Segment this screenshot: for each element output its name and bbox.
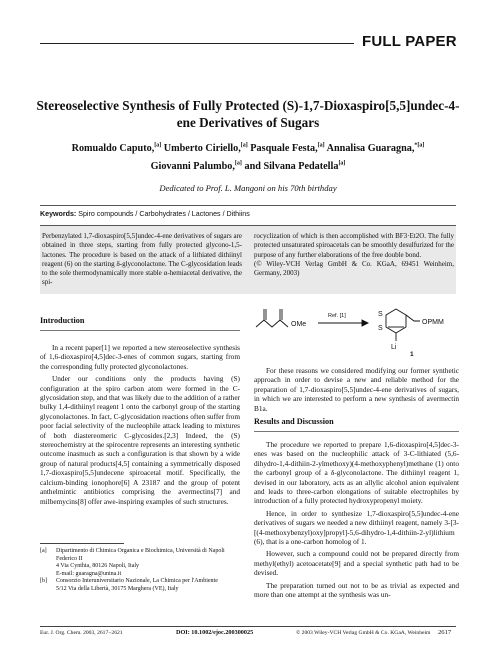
footnote <box>40 548 240 578</box>
section-label: FULL PAPER <box>362 33 457 50</box>
abstract-right-text: rocyclization of which is then accomplished with BF3·Et2O. The fully protected unsaturated spiroacetals can be smoothly desulfurized for the purpose of any further elaborations of the free double bond. <box>254 232 454 259</box>
author: Giovanni Palumbo,[a] <box>150 160 242 172</box>
keywords-rule-top <box>40 205 456 206</box>
footer-copyright: © 2003 Wiley-VCH Verlag GmbH & Co. KGaA, Weinheim <box>296 630 431 636</box>
footer-rule <box>40 626 456 627</box>
keywords-line <box>40 210 250 218</box>
footnote-rule <box>40 543 124 544</box>
page-number: 2617 <box>438 629 452 636</box>
reaction-scheme <box>254 305 459 357</box>
footnote-mark: [a] <box>40 548 47 554</box>
author-list <box>40 139 456 174</box>
right-intro-text <box>254 366 459 413</box>
abstract-right <box>254 232 454 278</box>
keywords-text: Spiro compounds / Carbohydrates / Lactones / Dithiins <box>78 210 250 218</box>
paragraph: Under our conditions only the products having (S) configuration at the spiro carbon atom were formed in the C-glycosidation step, and that was likely due to the addition of a rather bulky 1,4-dithiinyl reagent 1 onto the carbonyl group of the starting glyconolactones. In fact, C-glycosidation reactions often suffer from poor facial selectivity of the nucleophile attack leading to mixtures of both diastereomeric C-glycosides.[2,3] Indeed, the (S) stereochemistry at the spirocentre represents an interesting synthetic outcome inasmuch as such a configuration is that shown by a wide group of natural products[4,5] containing a symmetrically disposed 1,7-dioxaspiro[5,5]undecene spiroacetal motif. Specifically, the calcium-binding ionophore[6] A 23187 and the group of potent anthelmintic antibiotics comprising the avermectins[7] and milbemycins[8] offer awe-inspiring examples of such structures. <box>40 374 240 506</box>
header-rule <box>40 43 354 44</box>
intro-heading: Introduction <box>40 316 85 325</box>
author: Romualdo Caputo,[a] <box>71 143 162 155</box>
paragraph: However, such a compound could not be prepared directly from methyl(ethyl) acetoacetate[9] and a special synthetic path had to be devised. <box>254 549 459 578</box>
keywords-label: Keywords: <box>40 210 77 218</box>
arrow-label: Ref. [1] <box>328 313 346 319</box>
footnote <box>40 578 240 593</box>
abstract-left: Perbenzylated 1,7-dioxaspiro[5,5]undec-4-ene derivatives of sugars are obtained in three steps, starting from fully protected glycono-1,5-lactones. The procedure is based on the attack of a lithiated dithiinyl reagent (6) on the starting δ-glyconolactone. The C-glycosidation leads to the sole thermodynamically more stable α-hemiacetal derivative, the spi- <box>42 232 243 287</box>
doi-link[interactable]: DOI: 10.1002/ejoc.200300025 <box>176 629 254 636</box>
sulfur-label: S <box>378 311 383 318</box>
compound-number: 1 <box>410 351 414 357</box>
footnotes <box>40 548 240 594</box>
paragraph: The procedure we reported to prepare 1,6-dioxaspiro[4,5]dec-3-enes was based on the nucleophilic attack of 3-C-lithiated (5,6-dihydro-1,4-dithiin-2-ylmethoxy)(4-methoxyphenyl)methane (1) onto the carbonyl group of a δ-glyconolactone. The dithiinyl reagent 1, devised in our laboratory, acts as an allylic alcohol anion equivalent and leads to three-carbon elongations of suitable electrophiles by introduction of a fully protected hydroxypropenyl moiety. <box>254 440 459 506</box>
author: and Silvana Pedatella[a] <box>244 160 346 172</box>
paragraph: In a recent paper[1] we reported a new stereoselective synthesis of 1,6-dioxaspiro[4,5]dec-3-enes of common sugars, starting from the corresponding fully protected glyconolactones. <box>40 343 240 371</box>
paragraph: The preparation turned out not to be as trivial as expected and more than one attempt at the synthesis was un- <box>254 580 459 600</box>
paper-title: Stereoselective Synthesis of Fully Protected (S)-1,7-Dioxaspiro[5,5]undec-4-ene Derivatives of Sugars <box>36 98 460 130</box>
ester-label: OMe <box>291 321 307 328</box>
lithium-label: Li <box>391 344 397 351</box>
dedication: Dedicated to Prof. L. Mangoni on his 70th birthday <box>159 183 337 193</box>
intro-text <box>40 343 240 506</box>
journal-citation: Eur. J. Org. Chem. 2003, 2617−2621 <box>40 630 123 636</box>
footnote-text: Consorzio Interuniversitario Nazionale, La Chimica per l'Ambiente 5/12 Via della Libertà, 30175 Marghera (VE), Italy <box>56 578 218 592</box>
paragraph: Hence, in order to synthesize 1,7-dioxaspiro[5,5]undec-4-ene derivatives of sugars we needed a new dithiinyl reagent, namely 3-[3-[(4-methoxybenzyl)oxy]propyl]-5,6-dihydro-1,4-dithiin-2-yl)lithium (6), that is a one-carbon homolog of 1. <box>254 508 459 547</box>
author: Annalisa Guaragna,$^{*[a]}$ <box>326 143 425 155</box>
intro-rule <box>40 330 240 331</box>
footnote-text: Dipartimento di Chimica Organica e Biochimica, Università di Napoli Federico II 4 Via Cynthia, 80126 Napoli, Italy E-mail: guaragna@unina.it <box>56 548 225 577</box>
author: Umberto Ciriello,[a] <box>163 143 248 155</box>
results-text <box>254 440 459 600</box>
footnote-mark: [b] <box>40 578 47 585</box>
results-heading: Results and Discussion <box>254 417 334 426</box>
abstract-copyright: (© Wiley-VCH Verlag GmbH & Co. KGaA, 69451 Weinheim, Germany, 2003) <box>254 259 454 278</box>
results-rule <box>254 431 459 432</box>
author: Pasquale Festa,[a] <box>250 143 325 155</box>
sulfur-label: S <box>378 325 383 332</box>
paragraph: For these reasons we considered modifying our former synthetic approach in order to devise a new and reliable method for the preparation of 1,7-dioxaspiro[5,5]undec-4-ene derivatives of sugars, in which we are interested to perform a new synthesis of avermectin B1a. <box>254 366 459 413</box>
opmm-label: OPMM <box>422 319 444 326</box>
